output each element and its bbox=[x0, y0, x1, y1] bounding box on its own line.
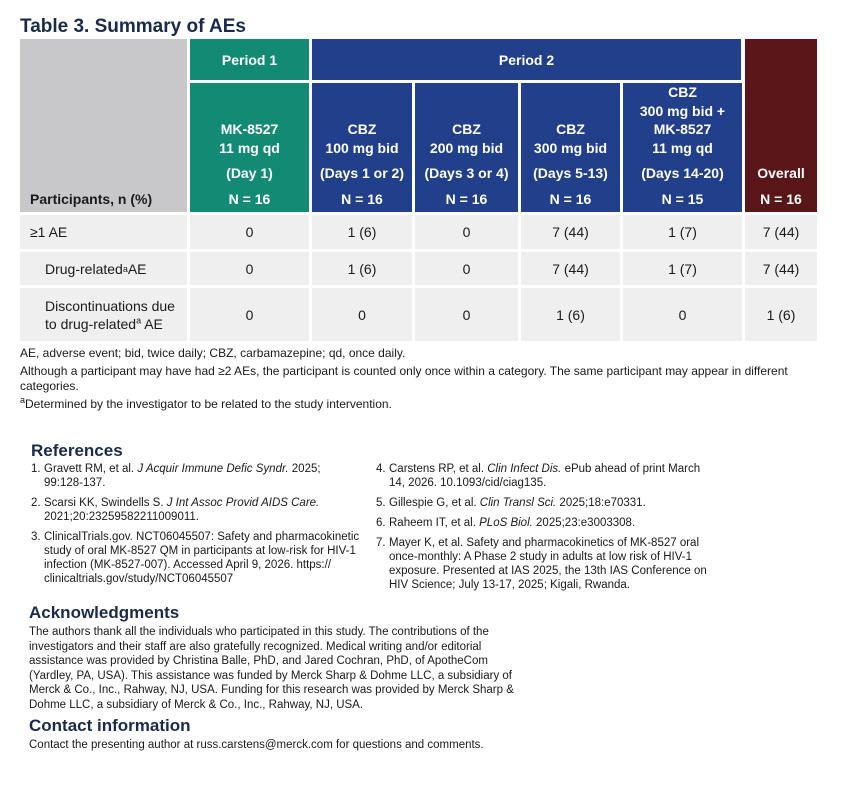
column-header-line: 300 mg bid bbox=[533, 139, 608, 156]
reference-item: 7. Mayer K, et al. Safety and pharmacokinetics of MK-8527 oral once-monthly: A Phase 2 study in adults at low risk of HIV-1 exposure. Presented at IAS 2025, the 13th IAS Conference on HIV Science; July 13-17, 2025; Kigali, Rwanda. bbox=[376, 537, 707, 591]
table-cell: 7 (44) bbox=[745, 215, 817, 249]
column-header-line: CBZ bbox=[452, 121, 481, 137]
reference-item: 3. ClinicalTrials.gov. NCT06045507: Safety and pharmacokinetic study of oral MK-8527 QM in participants at low-risk for HIV-1 infection (MK-8527-007). Accessed April 9, 2026. https:// clinicaltrials.gov/study/NCT06045507 bbox=[31, 531, 360, 585]
acknowledgments-text: The authors thank all the individuals who participated in this study. The contributions of the investigators and their staff are also gratefully recognized. Medical writing and/or editorial assistance was provided by Christina Balle, PhD, and Jared Cochran, PhD, of ApotheCom (Yardley, PA, USA). This assistance was funded by Merck Sharp & Dohme LLC, a subsidiary of Merck & Co., Inc., Rahway, NJ, USA. Funding for this research was provided by Merck Sharp & Dohme LLC, a subsidiary of Merck & Co., Inc., Rahway, NJ, USA. bbox=[29, 626, 514, 711]
overall-n: N = 16 bbox=[760, 190, 802, 207]
abbreviations-note: AE, adverse event; bid, twice daily; CBZ, carbamazepine; qd, once daily. bbox=[20, 346, 406, 360]
ae-summary-table bbox=[20, 39, 817, 341]
row-label: Drug-related a AE bbox=[20, 252, 187, 285]
period2-label: Period 2 bbox=[498, 51, 555, 68]
references-heading: References bbox=[31, 441, 123, 460]
column-n: N = 16 bbox=[549, 190, 592, 207]
column-header-line: CBZ bbox=[347, 121, 377, 137]
column-days: (Days 14-20) bbox=[641, 165, 724, 181]
table-cell: 0 bbox=[415, 215, 518, 249]
column-header-3 bbox=[415, 83, 518, 212]
column-days: (Day 1) bbox=[226, 165, 273, 181]
column-n: N = 15 bbox=[661, 190, 704, 207]
table-cell: 0 bbox=[623, 288, 742, 341]
table-cell: 0 bbox=[415, 288, 518, 341]
contact-heading: Contact information bbox=[29, 716, 191, 735]
period1-label: Period 1 bbox=[221, 51, 278, 68]
table-notes bbox=[20, 346, 810, 415]
references-list-right bbox=[376, 462, 711, 598]
row-label: Discontinuations due to drug-related$^a$ AE bbox=[20, 288, 187, 341]
table-cell: 1 (6) bbox=[745, 288, 817, 341]
counting-note: Although a participant may have had ≥2 AEs, the participant is counted only once within a category. The same participant may appear in different categories. bbox=[20, 364, 788, 393]
column-header-2 bbox=[312, 83, 412, 212]
footnote-a: $^a$Determined by the investigator to be related to the study intervention. bbox=[20, 395, 392, 411]
column-header-line: 11 mg qd bbox=[652, 139, 713, 156]
column-header-line: MK-8527 bbox=[220, 121, 279, 137]
column-n: N = 16 bbox=[341, 190, 383, 207]
participants-header bbox=[20, 39, 187, 212]
column-header-line: 300 mg bid + bbox=[639, 102, 726, 119]
table-cell: 0 bbox=[190, 215, 309, 249]
contact-text: Contact the presenting author at russ.carstens@merck.com for questions and comments. bbox=[29, 739, 484, 751]
table-cell: 0 bbox=[415, 252, 518, 285]
column-header-line: MK-8527 bbox=[653, 121, 712, 137]
column-days: (Days 1 or 2) bbox=[319, 165, 405, 181]
period2-header bbox=[312, 39, 741, 80]
acknowledgments-heading: Acknowledgments bbox=[29, 603, 180, 622]
table-cell: 7 (44) bbox=[521, 252, 620, 285]
row-label: ≥1 AE bbox=[20, 215, 187, 249]
column-days: (Days 5-13) bbox=[533, 165, 608, 181]
column-header-line: CBZ bbox=[556, 121, 585, 137]
reference-item: 6. Raheem IT, et al. PLoS Biol. 2025;23:e3003308. bbox=[376, 517, 636, 529]
table-cell: 1 (7) bbox=[623, 252, 742, 285]
references-list-left bbox=[31, 462, 361, 592]
table-cell: 7 (44) bbox=[745, 252, 817, 285]
column-header-1 bbox=[190, 83, 309, 212]
table-cell: 7 (44) bbox=[521, 215, 620, 249]
table-cell: 1 (6) bbox=[521, 288, 620, 341]
column-header-line: CBZ bbox=[668, 84, 697, 100]
column-n: N = 16 bbox=[228, 190, 271, 207]
column-header-5 bbox=[623, 83, 742, 212]
overall-label: Overall bbox=[757, 165, 805, 181]
table-cell: 1 (7) bbox=[623, 215, 742, 249]
table-title: Table 3. Summary of AEs bbox=[20, 16, 246, 37]
column-header-line: 100 mg bid bbox=[325, 139, 399, 156]
table-cell: 0 bbox=[190, 288, 309, 341]
column-header-line: 11 mg qd bbox=[219, 139, 280, 156]
overall-header bbox=[745, 39, 817, 212]
table-cell: 0 bbox=[190, 252, 309, 285]
table-cell: 1 (6) bbox=[312, 215, 412, 249]
column-days: (Days 3 or 4) bbox=[424, 165, 509, 181]
reference-item: 4. Carstens RP, et al. Clin Infect Dis. ePub ahead of print March 14, 2026. 10.1093/cid/ciag135. bbox=[376, 463, 701, 489]
reference-item: 5. Gillespie G, et al. Clin Transl Sci. 2025;18:e70331. bbox=[376, 497, 646, 509]
column-header-line: 200 mg bid bbox=[429, 139, 504, 156]
table-cell: 1 (6) bbox=[312, 252, 412, 285]
reference-item: 2. Scarsi KK, Swindells S. J Int Assoc Provid AIDS Care. 2021;20:23259582211009011. bbox=[31, 497, 320, 523]
column-n: N = 16 bbox=[445, 190, 488, 207]
period1-header bbox=[190, 39, 309, 80]
table-cell: 0 bbox=[312, 288, 412, 341]
column-header-4 bbox=[521, 83, 620, 212]
reference-item: 1. Gravett RM, et al. J Acquir Immune Defic Syndr. 2025; 99:128-137. bbox=[31, 463, 321, 489]
participants-label: Participants, n (%) bbox=[30, 191, 153, 207]
